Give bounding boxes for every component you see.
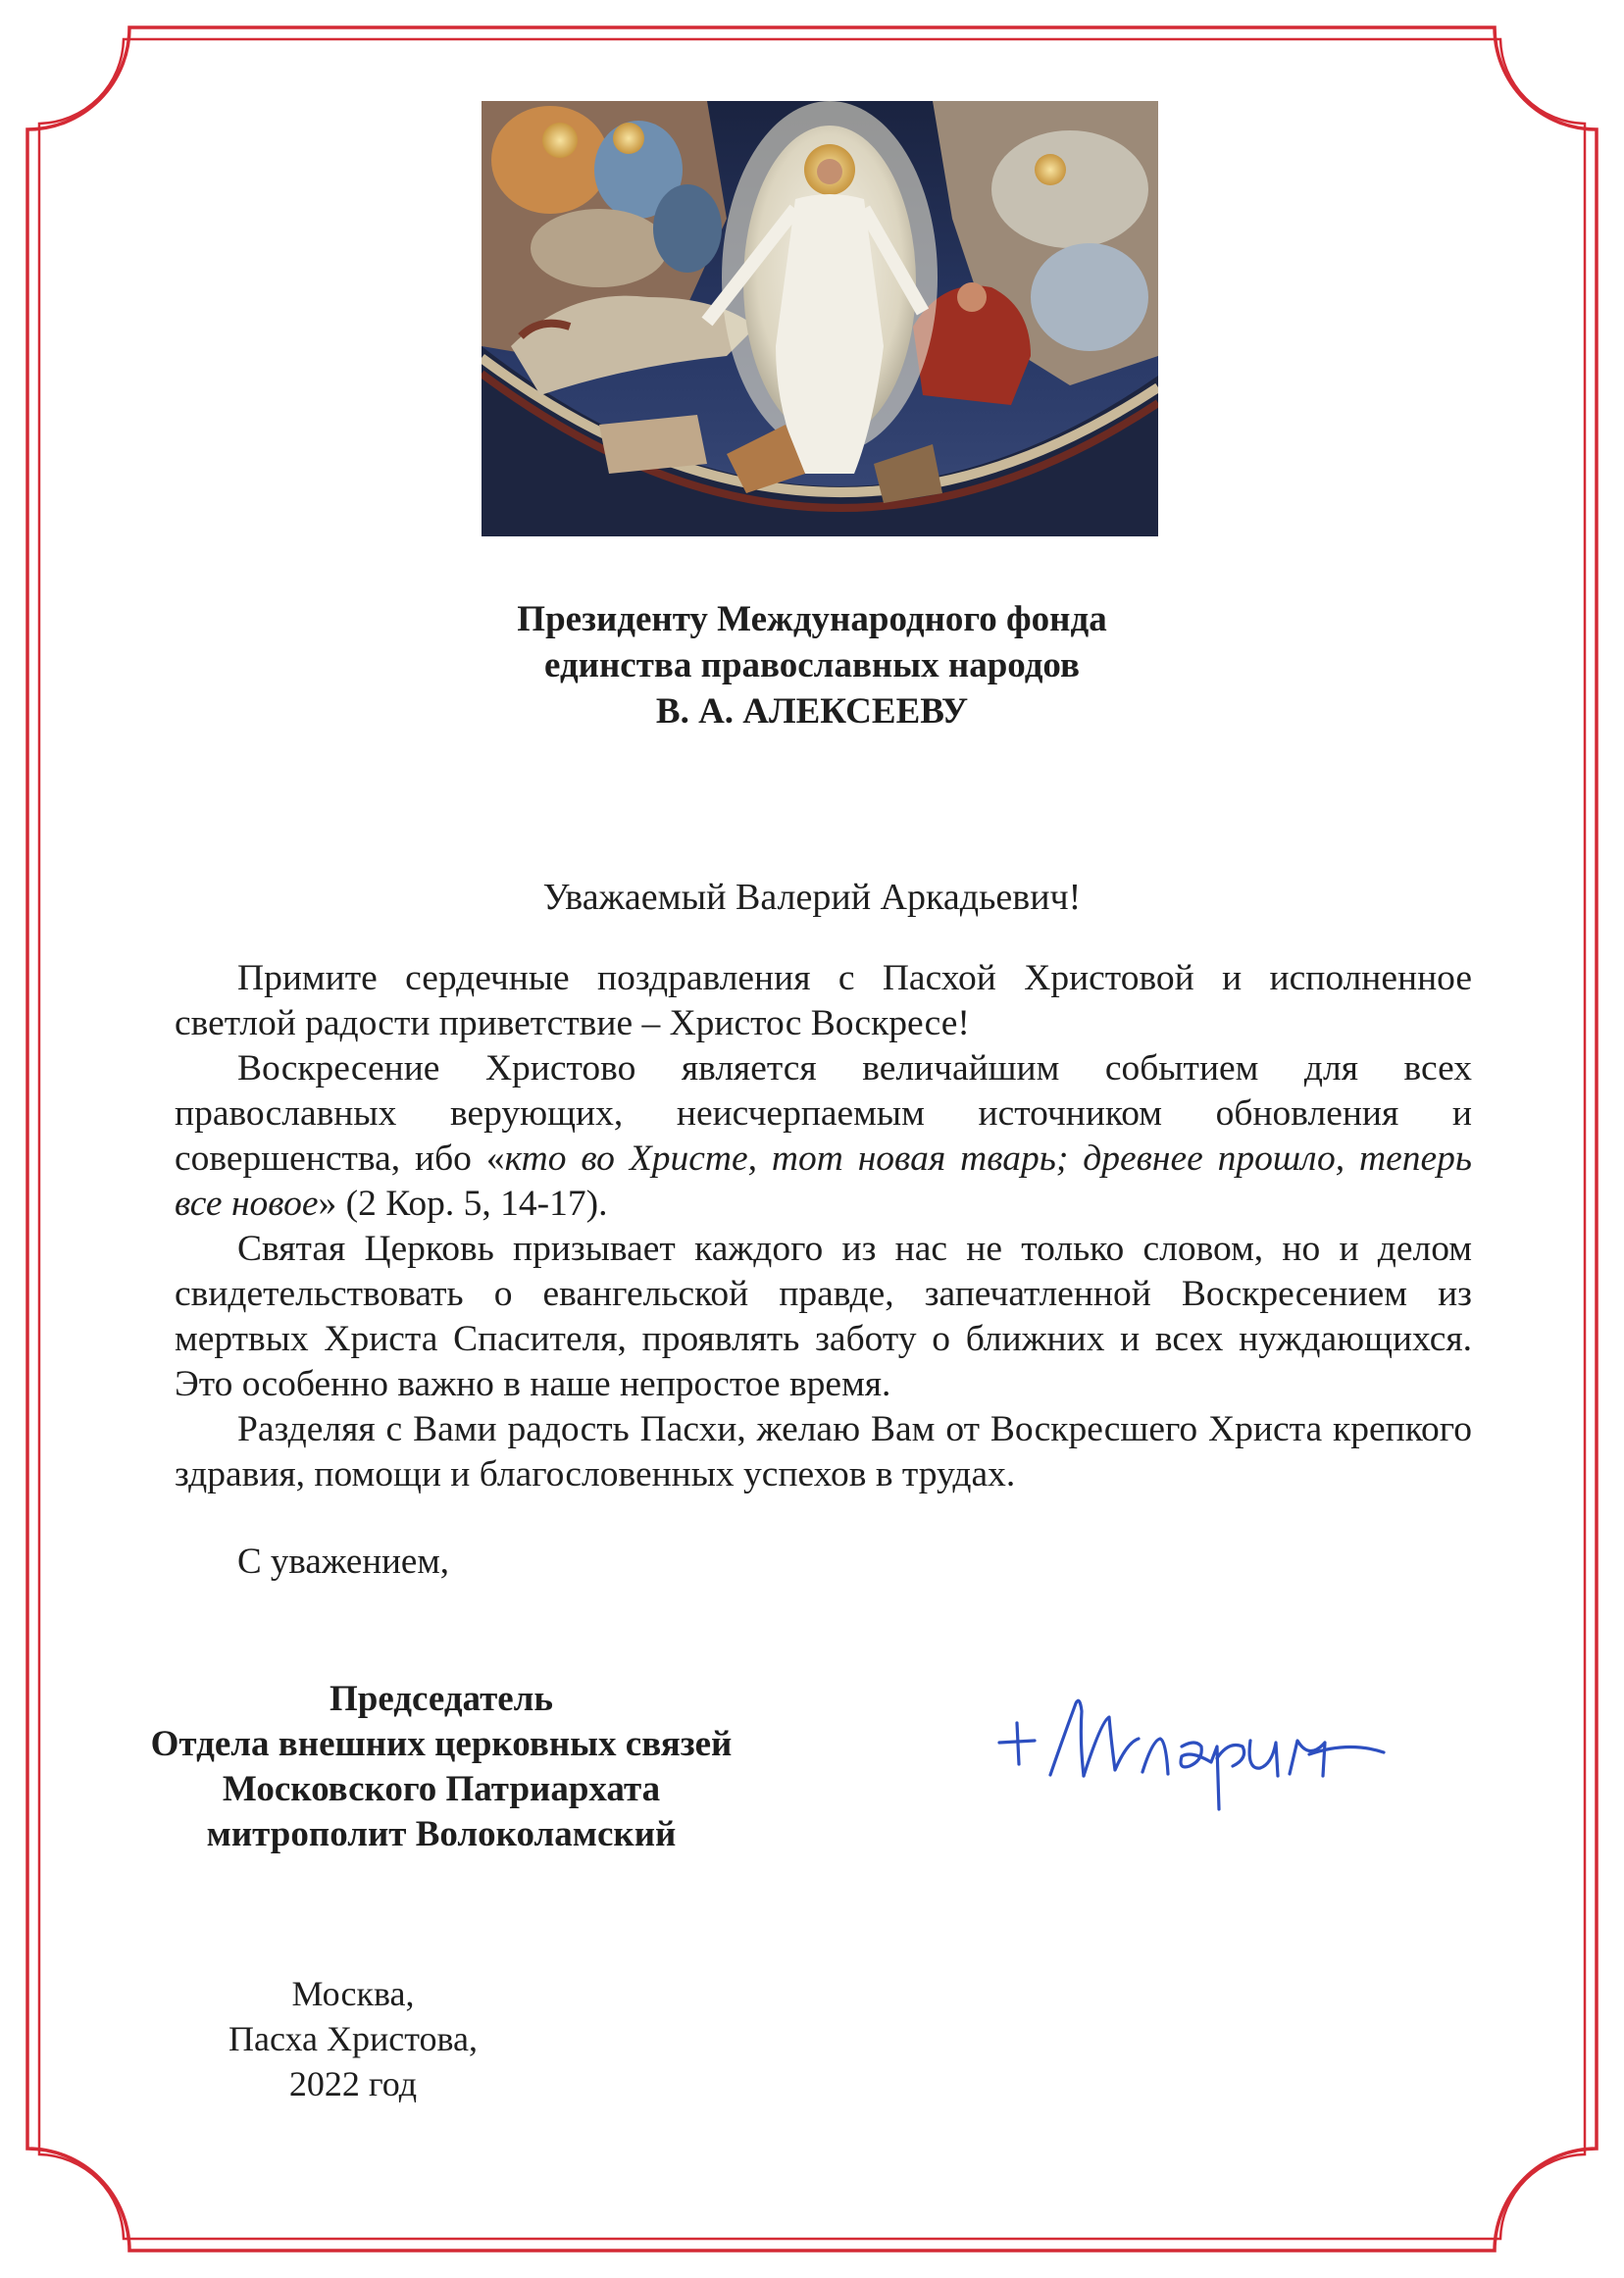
paragraph-text: Воскресение Христово является величайшим событием для всех православных верующих, неисчерпаемым источником обновления и совершенства, ибо « (175, 1048, 1472, 1179)
paragraph: Святая Церковь призывает каждого из нас не только словом, но и делом свидетельствовать о евангельской правде, запечатленной Воскресением из мертвых Христа Спасителя, проявлять заботу о ближних и всех нуждающихся. Это особенно важно в наше непростое время. (175, 1229, 1472, 1404)
scripture-reference: » (2 Кор. 5, 14-17). (318, 1184, 608, 1224)
signer-block (137, 1677, 745, 1857)
place: Москва, (291, 1974, 415, 2013)
paragraph: Примите сердечные поздравления с Пасхой Христовой и исполненное светлой радости приветствие – Христос Воскресе! (175, 958, 1472, 1043)
addressee-line: Президенту Международного фонда (517, 599, 1107, 639)
occasion: Пасха Христова, (228, 2019, 478, 2058)
place-date-block (147, 1971, 559, 2106)
signer-department: Отдела внешних церковных связей (150, 1724, 733, 1764)
addressee-name: В. А. АЛЕКСЕЕВУ (655, 691, 969, 732)
scripture-quote: кто во Христе, тот новая тварь; древнее прошло, теперь все новое (175, 1139, 1472, 1224)
salutation: Уважаемый Валерий Аркадьевич! (542, 877, 1082, 918)
addressee-line: единства православных народов (544, 645, 1080, 685)
fresco-anastasis-image (482, 101, 1158, 536)
signer-rank: митрополит Волоколамский (206, 1814, 677, 1854)
closing: С уважением, (237, 1542, 450, 1582)
paragraph: Разделяя с Вами радость Пасхи, желаю Вам от Воскресшего Христа крепкого здравия, помощи и благословенных успехов в трудах. (175, 1409, 1472, 1494)
letter-body (175, 956, 1472, 1497)
addressee-block (294, 596, 1330, 734)
handwritten-signature (986, 1682, 1397, 1829)
date: 2022 год (288, 2064, 418, 2103)
paragraph (175, 1046, 1472, 1227)
signer-title: Председатель (330, 1679, 553, 1719)
signer-organization: Московского Патриархата (222, 1769, 661, 1809)
